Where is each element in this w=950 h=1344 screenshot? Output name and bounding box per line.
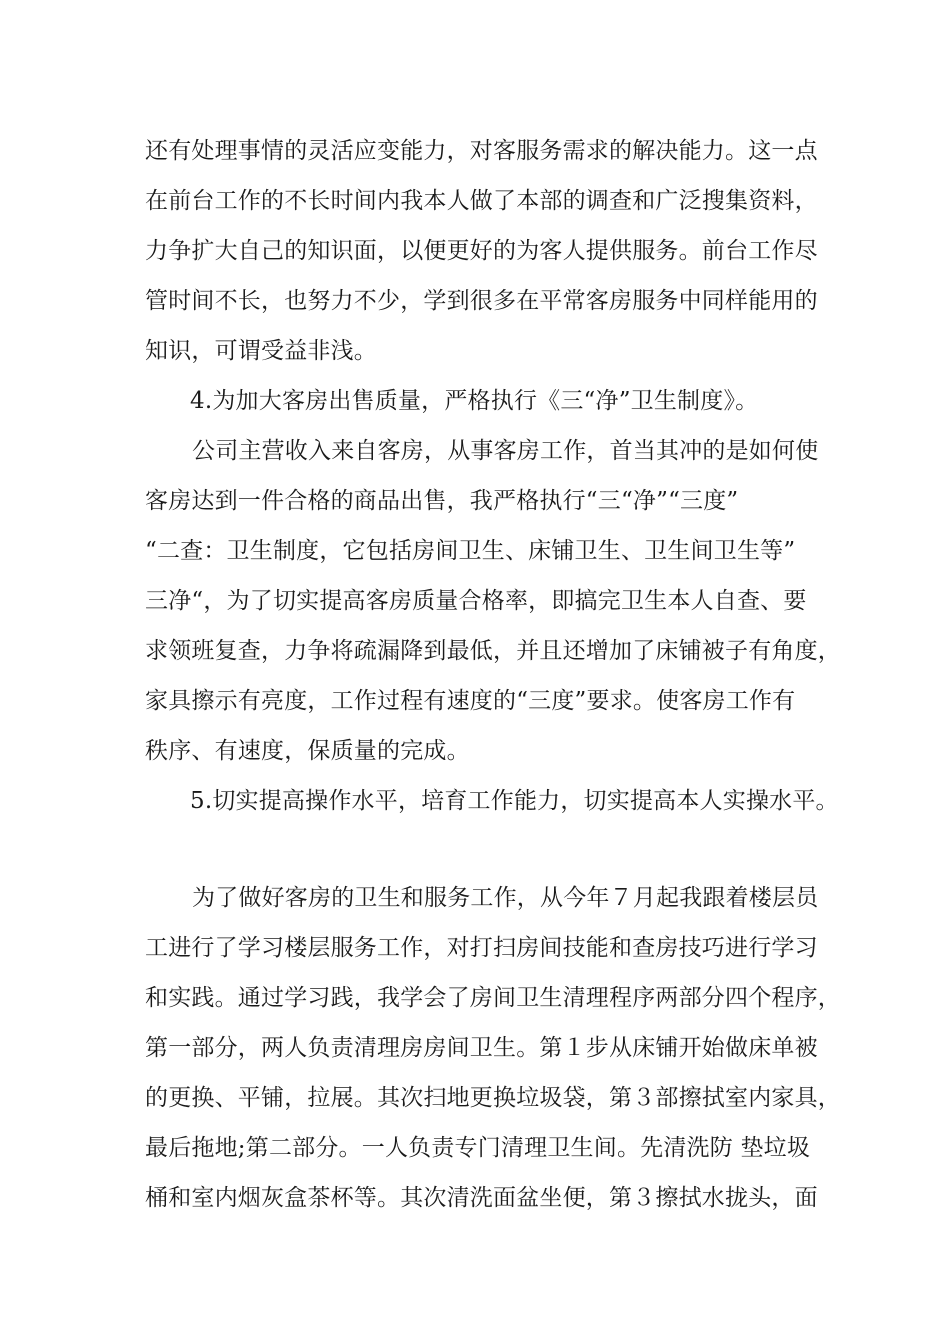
paragraph-2-line-5: 求领班复查，力争将疏漏降到最低，并且还增加了床铺被子有角度， (145, 638, 841, 664)
paragraph-1-line-2: 在前台工作的不长时间内我本人做了本部的调查和广泛搜集资料， (145, 188, 818, 214)
paragraph-2-line-4: 三净“，为了切实提高客房质量合格率，即搞完卫生本人自查、要 (145, 588, 807, 614)
paragraph-2-line-7: 秩序、有速度，保质量的完成。 (145, 738, 470, 764)
paragraph-3-line-1: 为了做好客房的卫生和服务工作，从今年７月起我跟着楼层员 (192, 885, 819, 911)
paragraph-1-line-3: 力争扩大自己的知识面，以便更好的为客人提供服务。前台工作尽 (145, 238, 818, 264)
paragraph-3-line-3: 和实践。通过学习践，我学会了房间卫生清理程序两部分四个程序， (145, 985, 841, 1011)
paragraph-1-line-4: 管时间不长，也努力不少，学到很多在平常客房服务中同样能用的 (145, 288, 818, 314)
paragraph-2-line-1: 公司主营收入来自客房，从事客房工作，首当其冲的是如何使 (192, 438, 819, 464)
paragraph-3-line-2: 工进行了学习楼层服务工作，对打扫房间技能和查房技巧进行学习 (145, 935, 818, 961)
section-heading-5: 5.切实提高操作水平，培育工作能力，切实提高本人实操水平。 (190, 788, 839, 814)
paragraph-3-line-6: 最后拖地;第二部分。一人负责专门清理卫生间。先清洗防 垫垃圾 (145, 1135, 811, 1161)
paragraph-3-line-5: 的更换、平铺，拉展。其次扫地更换垃圾袋，第３部擦拭室内家具， (145, 1085, 841, 1111)
paragraph-3-line-7: 桶和室内烟灰盒茶杯等。其次清洗面盆坐便，第３擦拭水拢头，面 (145, 1185, 818, 1211)
paragraph-2-line-2: 客房达到一件合格的商品出售，我严格执行“三“净”“三度” (145, 488, 739, 514)
paragraph-2-line-3: “二查：卫生制度，它包括房间卫生、床铺卫生、卫生间卫生等” (145, 538, 796, 564)
section-heading-4: 4.为加大客房出售质量，严格执行《三“净”卫生制度》。 (190, 388, 759, 414)
paragraph-2-line-6: 家具擦示有亮度，工作过程有速度的“三度”要求。使客房工作有 (145, 688, 796, 714)
paragraph-1-line-5: 知识，可谓受益非浅。 (145, 338, 377, 364)
paragraph-3-line-4: 第一部分，两人负责清理房房间卫生。第１步从床铺开始做床单被 (145, 1035, 818, 1061)
paragraph-1-line-1: 还有处理事情的灵活应变能力，对客服务需求的解决能力。这一点 (145, 138, 818, 164)
